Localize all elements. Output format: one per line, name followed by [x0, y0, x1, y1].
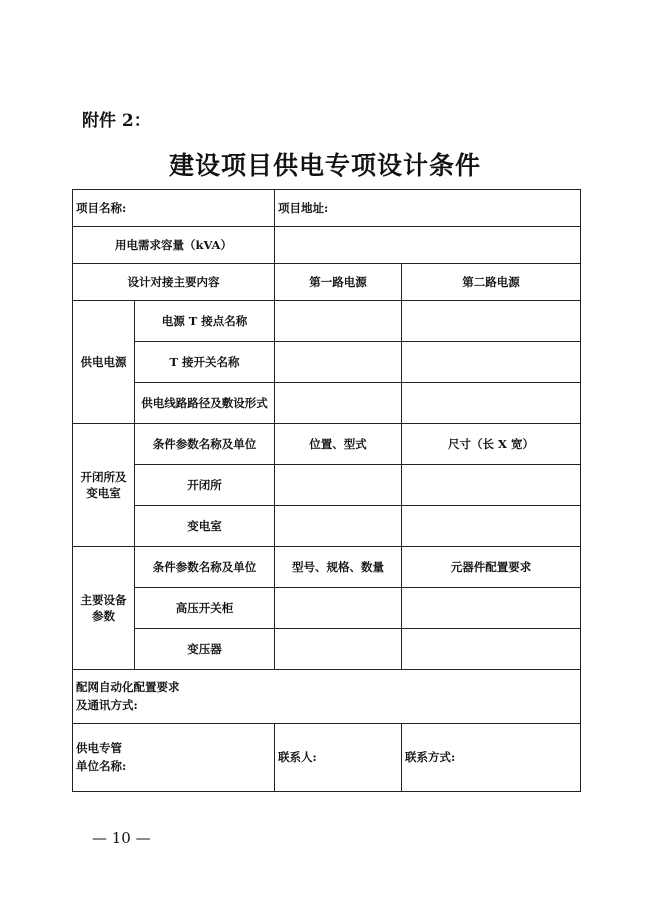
unit-contact-row	[73, 724, 581, 792]
power-demand-label: 用电需求容量（kVA）	[73, 227, 275, 264]
contact-method-cell[interactable]	[402, 724, 581, 792]
equipment-row-label: 变压器	[135, 629, 275, 670]
equipment-model-header: 型号、规格、数量	[275, 547, 402, 588]
equipment-row	[73, 629, 581, 670]
input-cell[interactable]	[275, 465, 402, 506]
equipment-header-row	[73, 547, 581, 588]
input-cell[interactable]	[275, 383, 402, 424]
power-source-2-header: 第二路电源	[402, 264, 581, 301]
supply-row-label: 供电线路路径及敷设形式	[135, 383, 275, 424]
equipment-param-label: 条件参数名称及单位	[135, 547, 275, 588]
input-cell[interactable]	[275, 506, 402, 547]
switching-group-label: 开闭所及变电室	[73, 424, 135, 547]
design-conditions-table	[72, 189, 581, 792]
switching-header-row	[73, 424, 581, 465]
unit-label-line2: 单位名称:	[76, 758, 127, 773]
power-source-1-header: 第一路电源	[275, 264, 402, 301]
input-cell[interactable]	[402, 342, 581, 383]
supply-group-label: 供电电源	[73, 301, 135, 424]
power-demand-row	[73, 227, 581, 264]
supply-row	[73, 342, 581, 383]
contact-method-label: 联系方式:	[405, 749, 456, 764]
input-cell[interactable]	[402, 506, 581, 547]
project-info-row	[73, 190, 581, 227]
input-cell[interactable]	[402, 383, 581, 424]
contact-person-cell[interactable]	[275, 724, 402, 792]
attachment-label: 附件 2：	[82, 111, 151, 131]
supply-row-label: T 接开关名称	[135, 342, 275, 383]
design-items-label: 设计对接主要内容	[73, 264, 275, 301]
switching-size-header: 尺寸（长 X 宽）	[402, 424, 581, 465]
unit-label-line1: 供电专管	[76, 740, 122, 755]
switching-row	[73, 465, 581, 506]
unit-name-cell[interactable]	[73, 724, 275, 792]
project-name-cell[interactable]	[73, 190, 275, 227]
equipment-row-label: 高压开关柜	[135, 588, 275, 629]
automation-label-line1: 配网自动化配置要求	[76, 679, 180, 694]
automation-row	[73, 670, 581, 724]
switching-param-label: 条件参数名称及单位	[135, 424, 275, 465]
input-cell[interactable]	[402, 465, 581, 506]
switching-position-header: 位置、型式	[275, 424, 402, 465]
input-cell[interactable]	[402, 301, 581, 342]
equipment-group-label: 主要设备参数	[73, 547, 135, 670]
page-number: — 10 —	[92, 829, 151, 847]
contact-label: 联系人:	[278, 749, 317, 764]
input-cell[interactable]	[275, 629, 402, 670]
supply-row	[73, 383, 581, 424]
equipment-config-header: 元器件配置要求	[402, 547, 581, 588]
input-cell[interactable]	[275, 588, 402, 629]
input-cell[interactable]	[402, 588, 581, 629]
project-address-cell[interactable]	[275, 190, 581, 227]
power-demand-value-cell[interactable]	[275, 227, 581, 264]
automation-cell[interactable]	[73, 670, 581, 724]
automation-label-line2: 及通讯方式:	[76, 697, 138, 712]
project-name-label: 项目名称:	[76, 201, 127, 215]
switching-row	[73, 506, 581, 547]
switching-row-label: 开闭所	[135, 465, 275, 506]
input-cell[interactable]	[275, 342, 402, 383]
project-address-label: 项目地址:	[278, 201, 329, 215]
supply-row	[73, 301, 581, 342]
document-title: 建设项目供电专项设计条件	[168, 151, 481, 180]
equipment-row	[73, 588, 581, 629]
switching-row-label: 变电室	[135, 506, 275, 547]
supply-row-label: 电源 T 接点名称	[135, 301, 275, 342]
design-header-row	[73, 264, 581, 301]
input-cell[interactable]	[275, 301, 402, 342]
input-cell[interactable]	[402, 629, 581, 670]
